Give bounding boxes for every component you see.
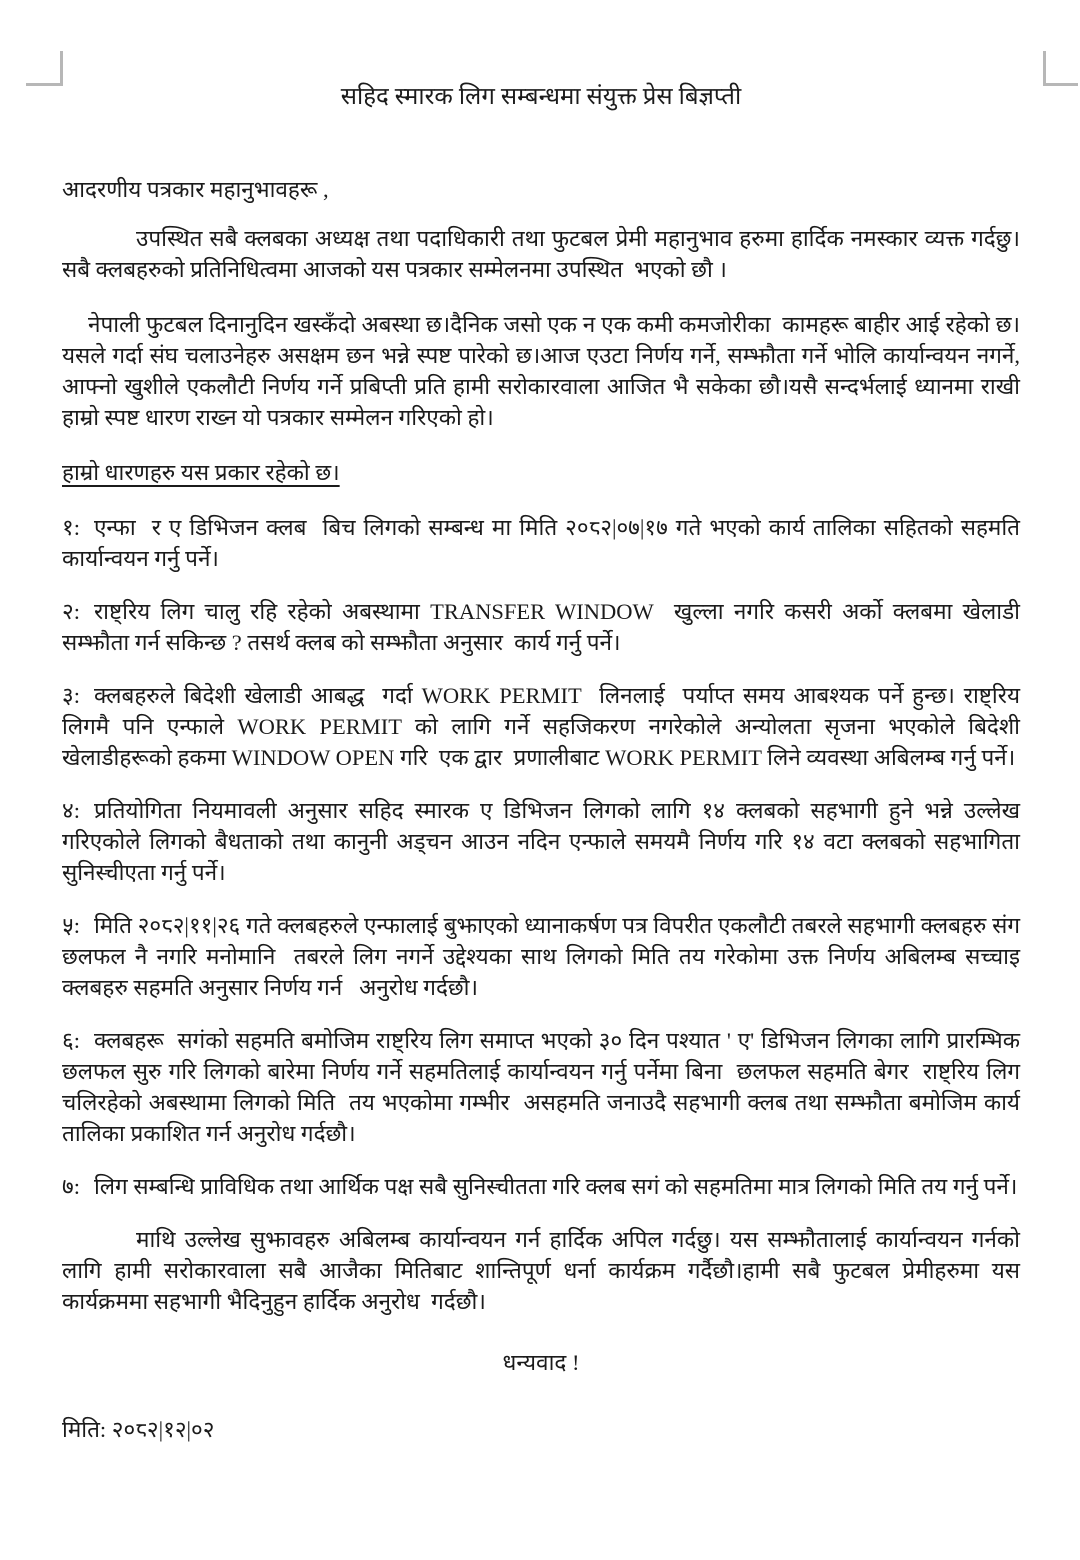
list-item-6 (62, 1025, 1026, 1149)
context-paragraph: नेपाली फुटबल दिनानुदिन खस्कँदो अबस्था छ।दैनिक जसो एक न एक कमी कमजोरीका कामहरू बाहीर आई रहेको छ।यसले गर्दा संघ चलाउनेहरु असक्षम छन भन्ने स्पष्ट पारेको छ।आज एउटा निर्णय गर्ने, सम्झौता गर्ने भोलि कार्यान्वयन नगर्ने, आफ्नो खुशीले एकलौटी निर्णय गर्ने प्रबिप्ती प्रति हामी सरोकारवाला आजित भै सकेका छौ।यसै सन्दर्भलाई ध्यानमा राखी हाम्रो स्पष्ट धारण राख्न यो पत्रकार सम्मेलन गरिएको हो। (62, 312, 1026, 430)
salutation-line: आदरणीय पत्रकार महानुभावहरू , (62, 177, 329, 202)
item-number: ६: (62, 1028, 80, 1053)
list-item-3 (62, 680, 1026, 773)
list-item-4 (62, 795, 1026, 888)
item-number: १: (62, 515, 80, 540)
item-number: ४: (62, 798, 80, 823)
item-number: ३: (62, 683, 80, 708)
thanks-line: धन्यवाद ! (502, 1350, 580, 1375)
page-margin-corner-right-icon (1043, 51, 1078, 86)
closing-paragraph: माथि उल्लेख सुझावहरु अबिलम्ब कार्यान्वयन गर्न हार्दिक अपिल गर्दछु। यस सम्झौतालाई कार्यान्वयन गर्नको लागि हामी सरोकारवाला सबै आजैका मितिबाट शान्तिपूर्ण धर्ना कार्यक्रम गर्दैछौ।हामी सबै फुटबल प्रेमीहरुमा यस कार्यक्रममा सहभागी भैदिनुहुन हार्दिक अनुरोध गर्दछौ। (62, 1227, 1026, 1314)
item-text: राष्ट्रिय लिग चालु रहि रहेको अबस्थामा TRANSFER WINDOW खुल्ला नगरि कसरी अर्को क्लबमा खेलाडी सम्झौता गर्न सकिन्छ ? तसर्थ क्लब को सम्झौता अनुसार कार्य गर्नु पर्ने। (62, 599, 1026, 655)
date-line: मिति: २०८२|१२|०२ (62, 1417, 215, 1442)
item-text: लिग सम्बन्धि प्राविधिक तथा आर्थिक पक्ष सबै सुनिस्चीतता गरि क्लब सगं को सहमतिमा मात्र लिगको मिति तय गर्नु पर्ने। (93, 1174, 1018, 1199)
item-text: एन्फा र ए डिभिजन क्लब बिच लिगको सम्बन्ध मा मिति २०८२|०७|१७ गते भएको कार्य तालिका सहितको सहमति कार्यान्वयन गर्नु पर्ने। (62, 515, 1026, 571)
item-text: क्लबहरुले बिदेशी खेलाडी आबद्ध गर्दा WORK PERMIT लिनलाई पर्याप्त समय आबश्यक पर्ने हुन्छ। राष्ट्रिय लिगमै पनि एन्फाले WORK PERMIT को लागि गर्ने सहजिकरण नगरेकोले अन्योलता सृजना भएकोले बिदेशी खेलाडीहरूको हकमा WINDOW OPEN गरि एक द्वार प्रणालीबाट WORK PERMIT लिने व्यवस्था अबिलम्ब गर्नु पर्ने। (62, 683, 1026, 770)
item-text: क्लबहरू सगंको सहमति बमोजिम राष्ट्रिय लिग समाप्त भएको ३० दिन पश्यात ' ए' डिभिजन लिगका लागि प्रारम्भिक छलफल सुरु गरि लिगको बारेमा निर्णय गर्ने सहमतिलाई कार्यान्वयन गर्नु पर्नेमा बिना छलफल सहमति बेगर राष्ट्रिय लिग चलिरहेको अबस्थामा लिगको मिति तय भएकोमा गम्भीर असहमति जनाउदै सहभागी क्लब तथा सम्झौता बमोजिम कार्य तालिका प्रकाशित गर्न अनुरोध गर्दछौ। (62, 1028, 1026, 1146)
item-number: २: (62, 599, 80, 624)
item-number: ७: (62, 1174, 80, 1199)
list-item-1 (62, 512, 1026, 574)
list-item-2 (62, 596, 1026, 658)
list-item-7 (62, 1171, 1020, 1202)
item-text: प्रतियोगिता नियमावली अनुसार सहिद स्मारक ए डिभिजन लिगको लागि १४ क्लबको सहभागी हुने भन्ने उल्लेख गरिएकोले लिगको बैधताको तथा कानुनी अड्चन आउन नदिन एन्फाले समयमै निर्णय गरि १४ वटा क्लबको सहभागिता सुनिस्चीएता गर्नु पर्ने। (62, 798, 1026, 885)
section-heading: हाम्रो धारणहरु यस प्रकार रहेको छ। (62, 460, 340, 485)
item-text: मिति २०८२|११|२६ गते क्लबहरुले एन्फालाई बुझाएको ध्यानाकर्षण पत्र विपरीत एकलौटी तबरले सहभागी क्लबहरु संग छलफल नै नगरि मनोमानि तबरले लिग नगर्ने उद्देश्यका साथ लिगको मिति तय गरेकोमा उक्त निर्णय अबिलम्ब सच्चाइ क्लबहरु सहमति अनुसार निर्णय गर्न अनुरोध गर्दछौ। (62, 913, 1032, 1000)
item-number: ५: (62, 913, 80, 938)
list-item-5 (62, 910, 1032, 1003)
document-title: सहिद स्मारक लिग सम्बन्धमा संयुक्त प्रेस बिज्ञप्ती (340, 84, 742, 110)
intro-paragraph: उपस्थित सबै क्लबका अध्यक्ष तथा पदाधिकारी तथा फुटबल प्रेमी महानुभाव हरुमा हार्दिक नमस्कार व्यक्त गर्दछु। सबै क्लबहरुको प्रतिनिधित्वमा आजको यस पत्रकार सम्मेलनमा उपस्थित भएको छौ । (62, 226, 1026, 282)
page-margin-corner-left-icon (26, 51, 63, 86)
